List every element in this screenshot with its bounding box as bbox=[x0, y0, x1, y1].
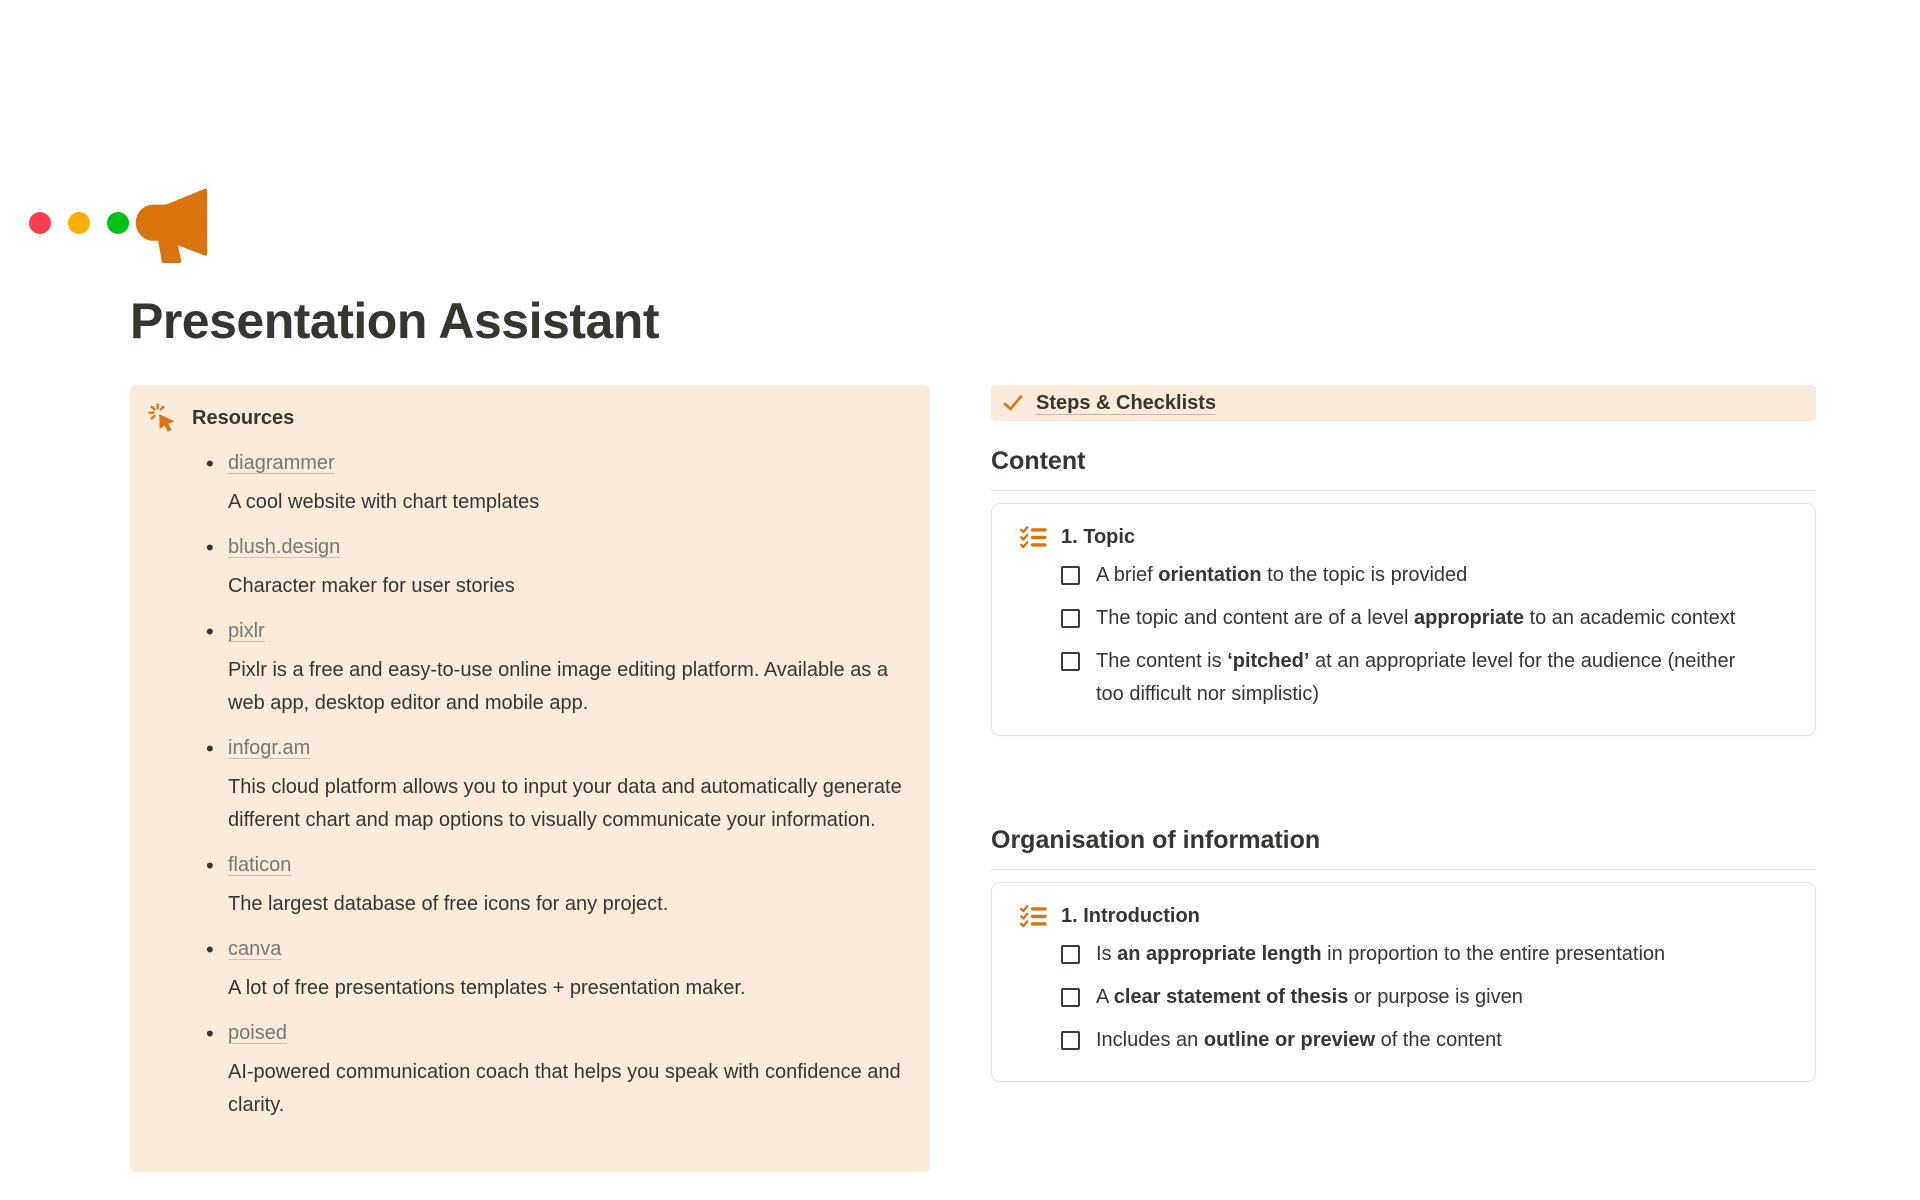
todo-text: The content is ‘pitched’ at an appropriate level for the audience (neither too difficult nor simplistic) bbox=[1096, 650, 1736, 705]
todo-checkbox[interactable] bbox=[1061, 609, 1080, 628]
todo-text: A clear statement of thesis or purpose is given bbox=[1096, 986, 1523, 1008]
resource-link[interactable]: blush.design bbox=[228, 536, 341, 558]
resource-description: The largest database of free icons for any project. bbox=[228, 893, 669, 915]
checklist-icon bbox=[1020, 905, 1047, 928]
todo-text: A brief orientation to the topic is provided bbox=[1096, 564, 1468, 586]
steps-checklists-banner[interactable] bbox=[991, 385, 1816, 421]
todo-item bbox=[1061, 981, 1787, 1014]
window-controls bbox=[29, 212, 129, 234]
minimize-window-button[interactable] bbox=[68, 212, 90, 234]
section-divider bbox=[991, 869, 1816, 870]
resource-link[interactable]: infogr.am bbox=[228, 737, 311, 759]
todo-item bbox=[1061, 559, 1787, 592]
resource-item bbox=[146, 933, 914, 1005]
todo-list bbox=[1020, 938, 1787, 1057]
resource-link[interactable]: diagrammer bbox=[228, 452, 335, 474]
todo-checkbox[interactable] bbox=[1061, 1031, 1080, 1050]
resource-description: Pixlr is a free and easy-to-use online image editing platform. Available as a web app, desktop editor and mobile app. bbox=[228, 659, 888, 714]
page-title: Presentation Assistant bbox=[130, 293, 659, 349]
checklist-section bbox=[991, 826, 1816, 1082]
section-heading: Organisation of information bbox=[991, 826, 1321, 854]
resource-item bbox=[146, 732, 914, 837]
card-title: 1. Topic bbox=[1061, 526, 1136, 548]
resource-link[interactable]: canva bbox=[228, 938, 282, 960]
content-columns bbox=[130, 385, 1816, 1172]
resource-item bbox=[146, 1017, 914, 1122]
resources-callout bbox=[130, 385, 930, 1172]
todo-text: Includes an outline or preview of the content bbox=[1096, 1029, 1502, 1051]
checklist-card bbox=[991, 882, 1816, 1082]
checklist-section bbox=[991, 447, 1816, 736]
resource-description: This cloud platform allows you to input your data and automatically generate different chart and map options to visually communicate your information. bbox=[228, 776, 902, 831]
close-window-button[interactable] bbox=[29, 212, 51, 234]
todo-checkbox[interactable] bbox=[1061, 652, 1080, 671]
resource-description: A cool website with chart templates bbox=[228, 491, 540, 513]
todo-item bbox=[1061, 938, 1787, 971]
todo-checkbox[interactable] bbox=[1061, 566, 1080, 585]
resources-title: Resources bbox=[192, 406, 295, 429]
check-icon bbox=[1003, 393, 1023, 413]
resource-item bbox=[146, 849, 914, 921]
left-column bbox=[130, 385, 930, 1172]
card-title: 1. Introduction bbox=[1061, 905, 1200, 927]
zoom-window-button[interactable] bbox=[107, 212, 129, 234]
resources-list bbox=[146, 447, 914, 1122]
resource-item bbox=[146, 531, 914, 603]
cursor-click-icon bbox=[148, 403, 178, 433]
todo-item bbox=[1061, 645, 1787, 711]
todo-checkbox[interactable] bbox=[1061, 945, 1080, 964]
resource-item bbox=[146, 447, 914, 519]
resource-description: A lot of free presentations templates + presentation maker. bbox=[228, 977, 746, 999]
resource-link[interactable]: poised bbox=[228, 1022, 287, 1044]
right-column bbox=[991, 385, 1816, 1082]
resource-link[interactable]: flaticon bbox=[228, 854, 292, 876]
resources-header bbox=[146, 401, 914, 447]
section-divider bbox=[991, 490, 1816, 491]
todo-item bbox=[1061, 602, 1787, 635]
card-header bbox=[1020, 905, 1787, 928]
todo-list bbox=[1020, 559, 1787, 711]
todo-text: Is an appropriate length in proportion to the entire presentation bbox=[1096, 943, 1666, 965]
checklist-card bbox=[991, 503, 1816, 736]
resource-item bbox=[146, 615, 914, 720]
checklist-icon bbox=[1020, 526, 1047, 549]
section-heading: Content bbox=[991, 447, 1086, 475]
todo-text: The topic and content are of a level appropriate to an academic context bbox=[1096, 607, 1736, 629]
card-header bbox=[1020, 526, 1787, 549]
resource-description: AI-powered communication coach that helps you speak with confidence and clarity. bbox=[228, 1061, 901, 1116]
checklist-sections bbox=[991, 447, 1816, 1082]
megaphone-icon[interactable] bbox=[130, 186, 212, 264]
steps-checklists-link[interactable]: Steps & Checklists bbox=[1036, 391, 1217, 414]
page bbox=[0, 186, 1920, 1172]
todo-checkbox[interactable] bbox=[1061, 988, 1080, 1007]
resource-link[interactable]: pixlr bbox=[228, 620, 265, 642]
resource-description: Character maker for user stories bbox=[228, 575, 515, 597]
todo-item bbox=[1061, 1024, 1787, 1057]
